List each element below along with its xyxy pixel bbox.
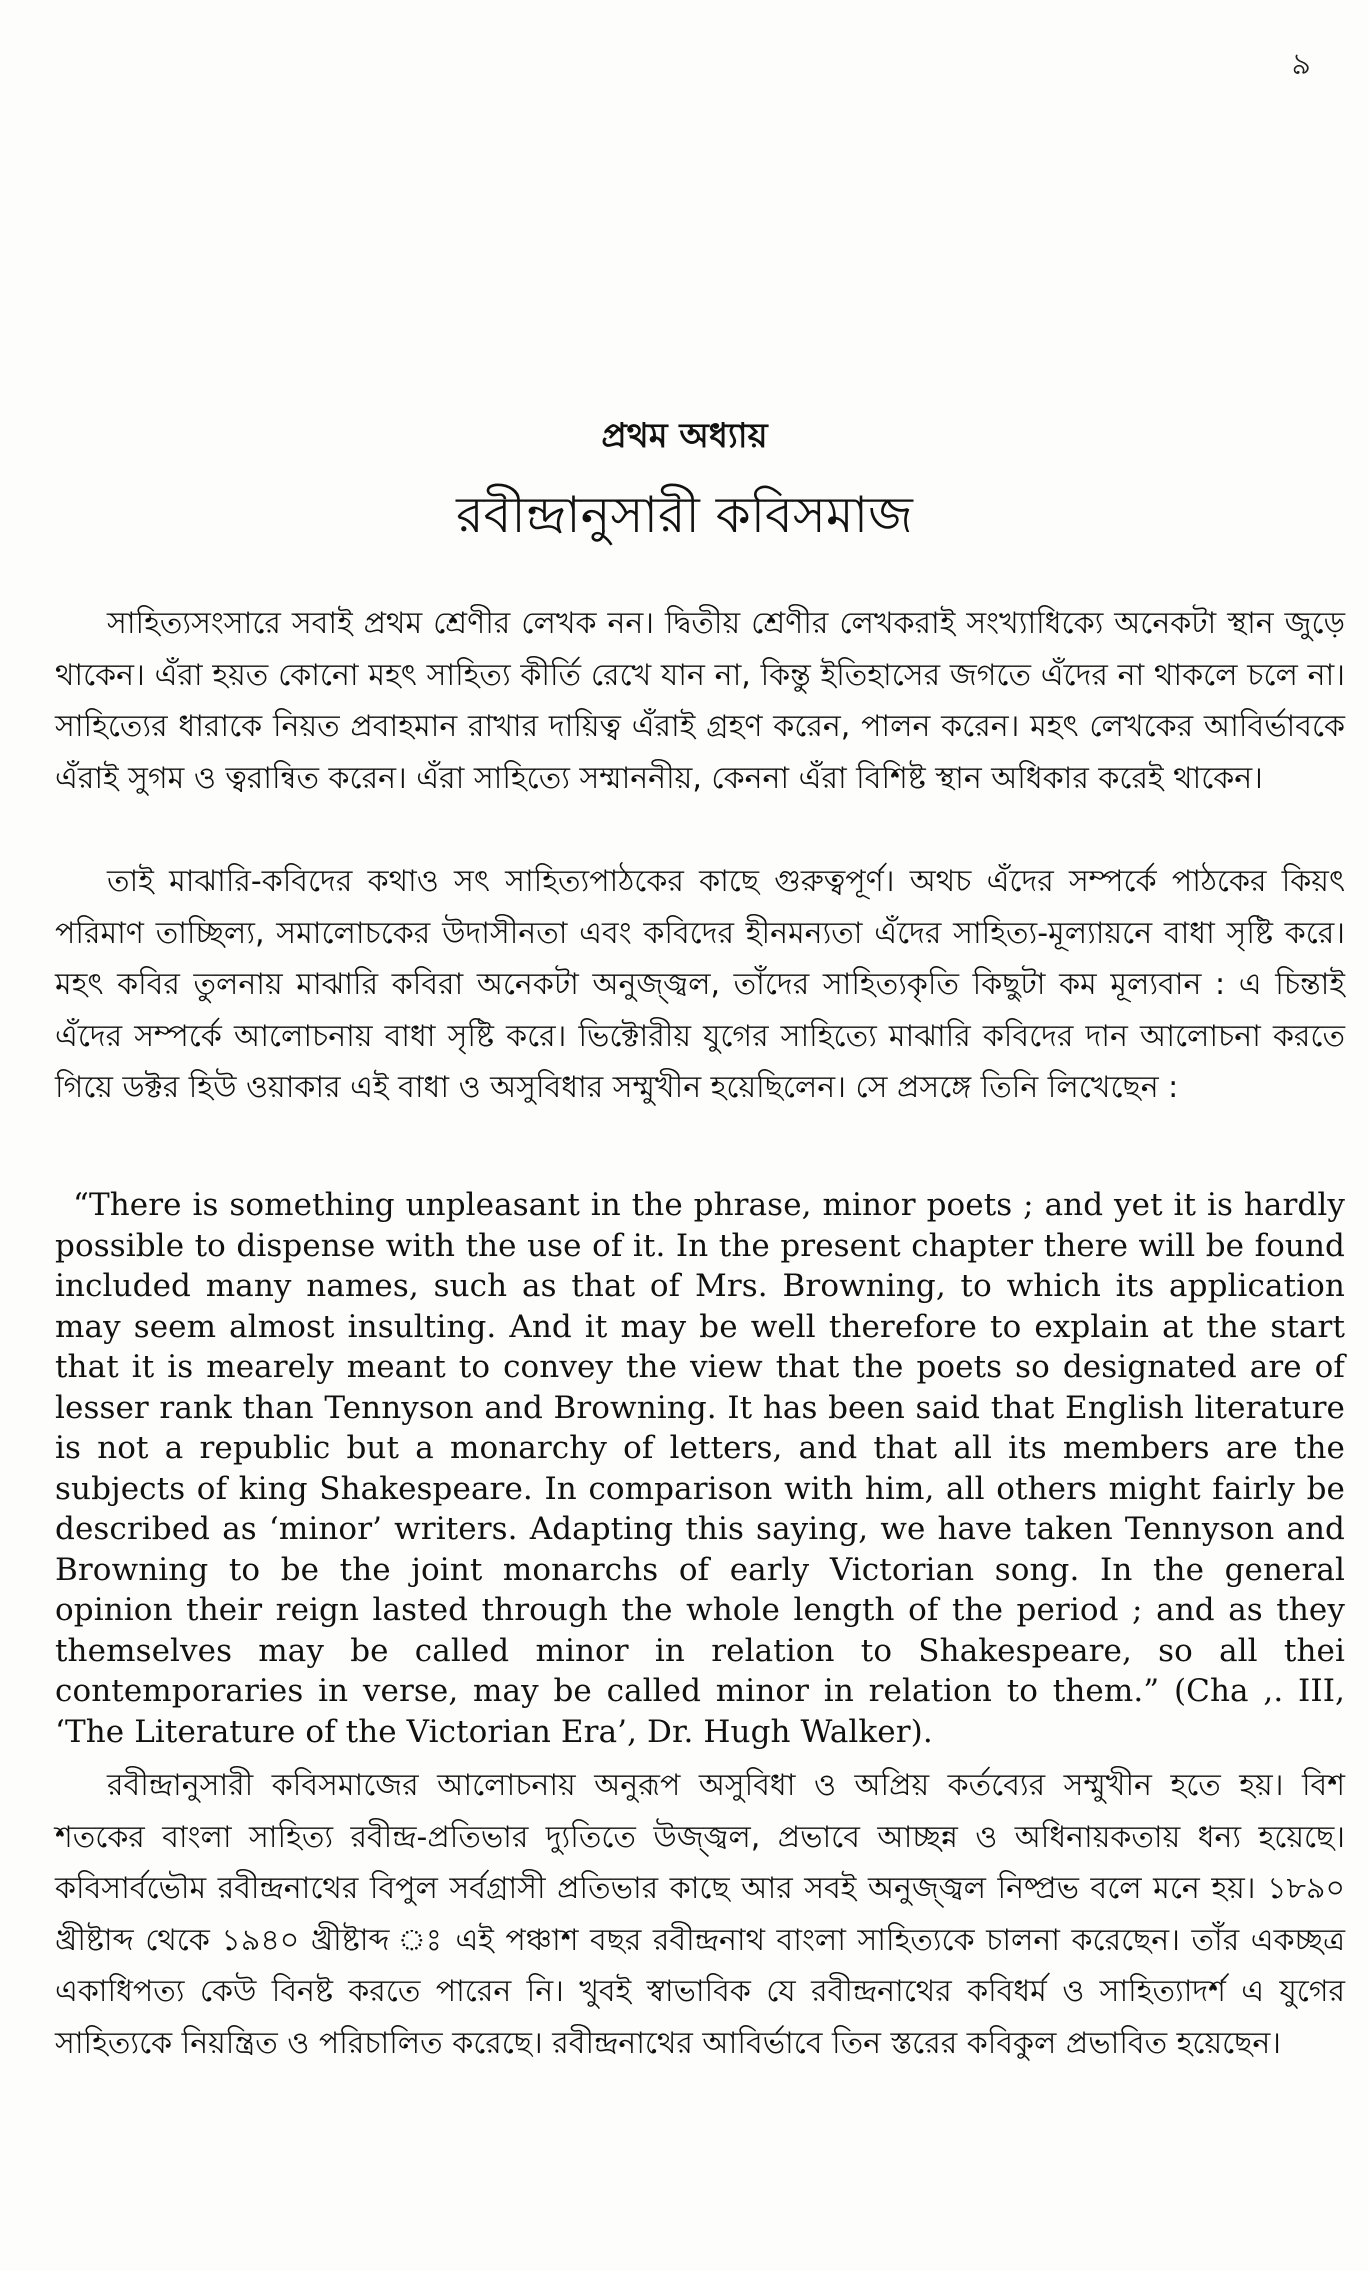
quotation-text: “There is something unpleasant in the phrase, minor poets ; and yet it is hardly possible to dispense with the use of it. In the present chapter there will be found included many names, such as that of Mrs. Browning, to which its application may seem almost insulting. And it may be well therefore to explain at the start that it is mearely meant to convey the view that the poets so designated are of lesser rank than Tennyson and Browning. It has been said that English literature is not a republic but a monarchy of letters, and that all its members are the subjects of king Shakespeare. In comparison with him, all others might fairly be described as ‘minor’ writers. Adapting this saying, we have taken Tennyson and Browning to be the joint monarchs of early Victorian song. In the general opinion their reign lasted through the whole length of the period ; and as they themselves may be called minor in relation to Shakespeare, so all thei contemporaries in verse, may be called minor in relation to them.” (Cha ,. III, ‘The Literature of the Victorian Era’, Dr. Hugh Walker). bbox=[55, 1187, 1345, 1750]
chapter-label: প্রথম অধ্যায় bbox=[601, 416, 768, 456]
chapter-title: রবীন্দ্রানুসারী কবিসমাজ bbox=[456, 486, 913, 544]
english-quotation bbox=[55, 1185, 1345, 1752]
paragraph-1 bbox=[55, 598, 1345, 804]
paragraph-text: রবীন্দ্রানুসারী কবিসমাজের আলোচনায় অনুরূপ অসুবিধা ও অপ্রিয় কর্তব্যের সম্মুখীন হতে হয়। বিশ শতকের বাংলা সাহিত্য রবীন্দ্র-প্রতিভার দ্যুতিতে উজ্জ্বল, প্রভাবে আচ্ছন্ন ও অধিনায়কতায় ধন্য হয়েছে। কবিসার্বভৌম রবীন্দ্রনাথের বিপুল সর্বগ্রাসী প্রতিভার কাছে আর সবই অনুজ্জ্বল নিষ্প্রভ বলে মনে হয়। ১৮৯০ খ্রীষ্টাব্দ থেকে ১৯৪০ খ্রীষ্টাব্দ ঃ এই পঞ্চাশ বছর রবীন্দ্রনাথ বাংলা সাহিত্যকে চালনা করেছেন। তাঁর একচ্ছত্র একাধিপত্য কেউ বিনষ্ট করতে পারেন নি। খুবই স্বাভাবিক যে রবীন্দ্রনাথের কবিধর্ম ও সাহিত্যাদর্শ এ যুগের সাহিত্যকে নিয়ন্ত্রিত ও পরিচালিত করেছে। রবীন্দ্রনাথের আবির্ভাবে তিন স্তরের কবিকুল প্রভাবিত হয়েছেন। bbox=[55, 1768, 1345, 2061]
paragraph-text: সাহিত্যসংসারে সবাই প্রথম শ্রেণীর লেখক নন। দ্বিতীয় শ্রেণীর লেখকরাই সংখ্যাধিক্যে অনেকটা স্থান জুড়ে থাকেন। এঁরা হয়ত কোনো মহৎ সাহিত্য কীর্তি রেখে যান না, কিন্তু ইতিহাসের জগতে এঁদের না থাকলে চলে না। সাহিত্যের ধারাকে নিয়ত প্রবাহমান রাখার দায়িত্ব এঁরাই গ্রহণ করেন, পালন করেন। মহৎ লেখকের আবির্ভাবকে এঁরাই সুগম ও ত্বরান্বিত করেন। এঁরা সাহিত্যে সম্মাননীয়, কেননা এঁরা বিশিষ্ট স্থান অধিকার করেই থাকেন। bbox=[55, 606, 1345, 796]
paragraph-text: তাই মাঝারি-কবিদের কথাও সৎ সাহিত্যপাঠকের কাছে গুরুত্বপূর্ণ। অথচ এঁদের সম্পর্কে পাঠকের কিয়ৎ পরিমাণ তাচ্ছিল্য, সমালোচকের উদাসীনতা এবং কবিদের হীনমন্যতা এঁদের সাহিত্য-মূল্যায়নে বাধা সৃষ্টি করে। মহৎ কবির তুলনায় মাঝারি কবিরা অনেকটা অনুজ্জ্বল, তাঁদের সাহিত্যকৃতি কিছুটা কম মূল্যবান : এ চিন্তাই এঁদের সম্পর্কে আলোচনায় বাধা সৃষ্টি করে। ভিক্টোরীয় যুগের সাহিত্যে মাঝারি কবিদের দান আলোচনা করতে গিয়ে ডক্টর হিউ ওয়াকার এই বাধা ও অসুবিধার সম্মুখীন হয়েছিলেন। সে প্রসঙ্গে তিনি লিখেছেন : bbox=[55, 864, 1345, 1105]
page-number: ৯ bbox=[1291, 47, 1311, 82]
paragraph-2 bbox=[55, 856, 1345, 1114]
paragraph-3 bbox=[55, 1760, 1345, 2069]
